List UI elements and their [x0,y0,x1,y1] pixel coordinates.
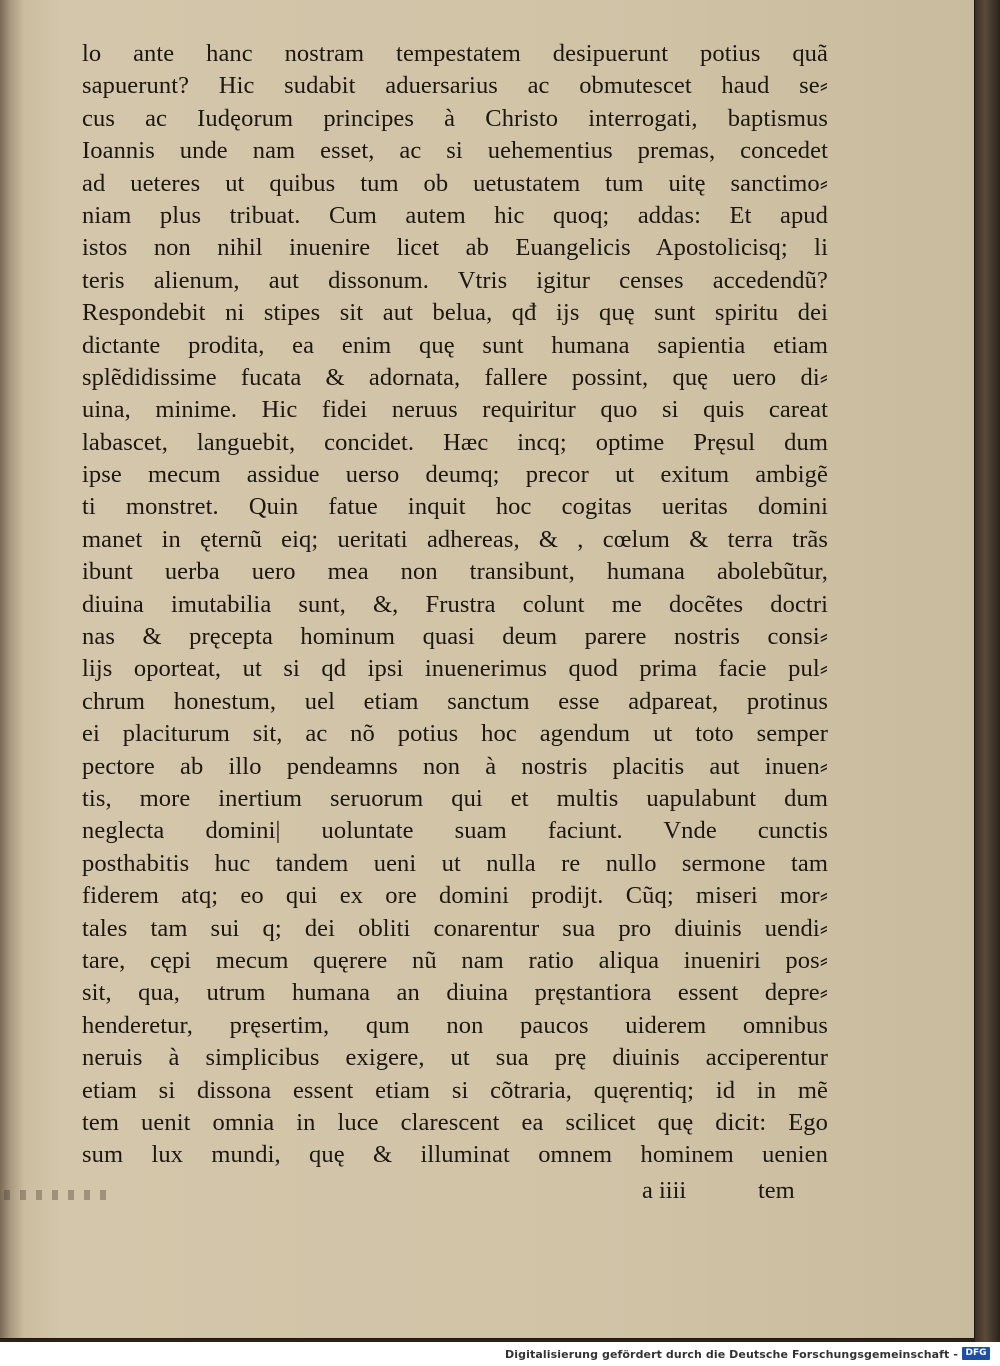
text-line: henderetur, pręsertim, qum non paucos uiderem omnibus [82,1011,828,1039]
text-line: diuina imutabilia sunt, &, Frustra colunt me docẽtes doctri [82,590,828,618]
text-line: dictante prodita, ea enim quę sunt humana sapientia etiam [82,331,828,359]
text-line: lo ante hanc nostram tempestatem desipuerunt potius quã [82,40,828,67]
text-line: sapuerunt? Hic sudabit aduersarius ac obmutescet haud se⸗ [82,72,828,100]
signature-mark: a iiii [642,1177,687,1204]
text-block [82,38,828,1172]
text-line: sum lux mundi, quę & illuminat omnem hominem uenien [82,1141,828,1169]
text-line: manet in ęternũ eiq; ueritati adhereas, & , cœlum & terra trãs [82,525,828,553]
text-line: tare, cępi mecum quęrere nũ nam ratio aliqua inueniri pos⸗ [82,946,828,974]
text-line: niam plus tribuat. Cum autem hic quoq; addas: Et apud [82,201,828,229]
text-line: ei placiturum sit, ac nõ potius hoc agendum ut toto semper [82,720,828,748]
text-line: neruis à simplicibus exigere, ut sua prę diuinis acciperentur [82,1044,828,1072]
text-line: tem uenit omnia in luce clarescent ea scilicet quę dicit: Ego [82,1108,828,1136]
text-line: chrum honestum, uel etiam sanctum esse adpareat, protinus [82,687,828,715]
page-foot [82,1174,828,1208]
catchword: tem [758,1177,795,1204]
text-line: Ioannis unde nam esset, ac si uehementius premas, concedet [82,137,828,165]
text-line: posthabitis huc tandem ueni ut nulla re nullo sermone tam [82,849,828,877]
text-line: ad ueteres ut quibus tum ob uetustatem tum uitę sanctimo⸗ [82,169,828,197]
text-line: tales tam sui q; dei obliti conarentur sua pro diuinis uendi⸗ [82,914,828,942]
text-line: Respondebit ni stipes sit aut belua, qđ ijs quę sunt spiritu dei [82,299,828,327]
text-line: nas & pręcepta hominum quasi deum parere nostris consi⸗ [82,623,828,651]
text-line: sit, qua, utrum humana an diuina pręstantiora essent depre⸗ [82,979,828,1007]
text-line: fiderem atq; eo qui ex ore domini prodijt. Cũq; miseri mor⸗ [82,882,828,910]
text-line: lijs oporteat, ut si qd ipsi inuenerimus quod prima facie pul⸗ [82,655,828,683]
dfg-logo-icon: DFG [962,1347,990,1360]
text-line: labascet, languebit, concidet. Hæc incq; optime Pręsul dum [82,428,828,456]
binding-edge [975,0,1000,1342]
text-line: uina, minime. Hic fidei neruus requiritur quo si quis careat [82,396,828,424]
text-line: splẽdidissime fucata & adornata, fallere possint, quę uero di⸗ [82,363,828,391]
text-line: teris alienum, aut dissonum. Vtris igitur censes accedendũ? [82,266,828,294]
text-line: tis, more inertium seruorum qui et multis uapulabunt dum [82,784,828,812]
text-line: etiam si dissona essent etiam si cõtraria, quęrentiq; id in mẽ [82,1076,828,1104]
footer-credit: Digitalisierung gefördert durch die Deutsche Forschungsgemeinschaft - [505,1348,958,1361]
text-line: ipse mecum assidue uerso deumq; precor ut exitum ambigẽ [82,461,828,489]
text-line: pectore ab illo pendeamns non à nostris placitis aut inuen⸗ [82,752,828,780]
text-line: istos non nihil inuenire licet ab Euangelicis Apostolicisq; li [82,234,828,262]
text-line: neglecta domini| uoluntate suam faciunt. Vnde cunctis [82,817,828,845]
text-line: ti monstret. Quin fatue inquit hoc cogitas ueritas domini [82,493,828,521]
text-line: cus ac Iudęorum principes à Christo interrogati, baptismus [82,104,828,132]
text-line: ibunt uerba uero mea non transibunt, humana abolebũtur, [82,558,828,586]
